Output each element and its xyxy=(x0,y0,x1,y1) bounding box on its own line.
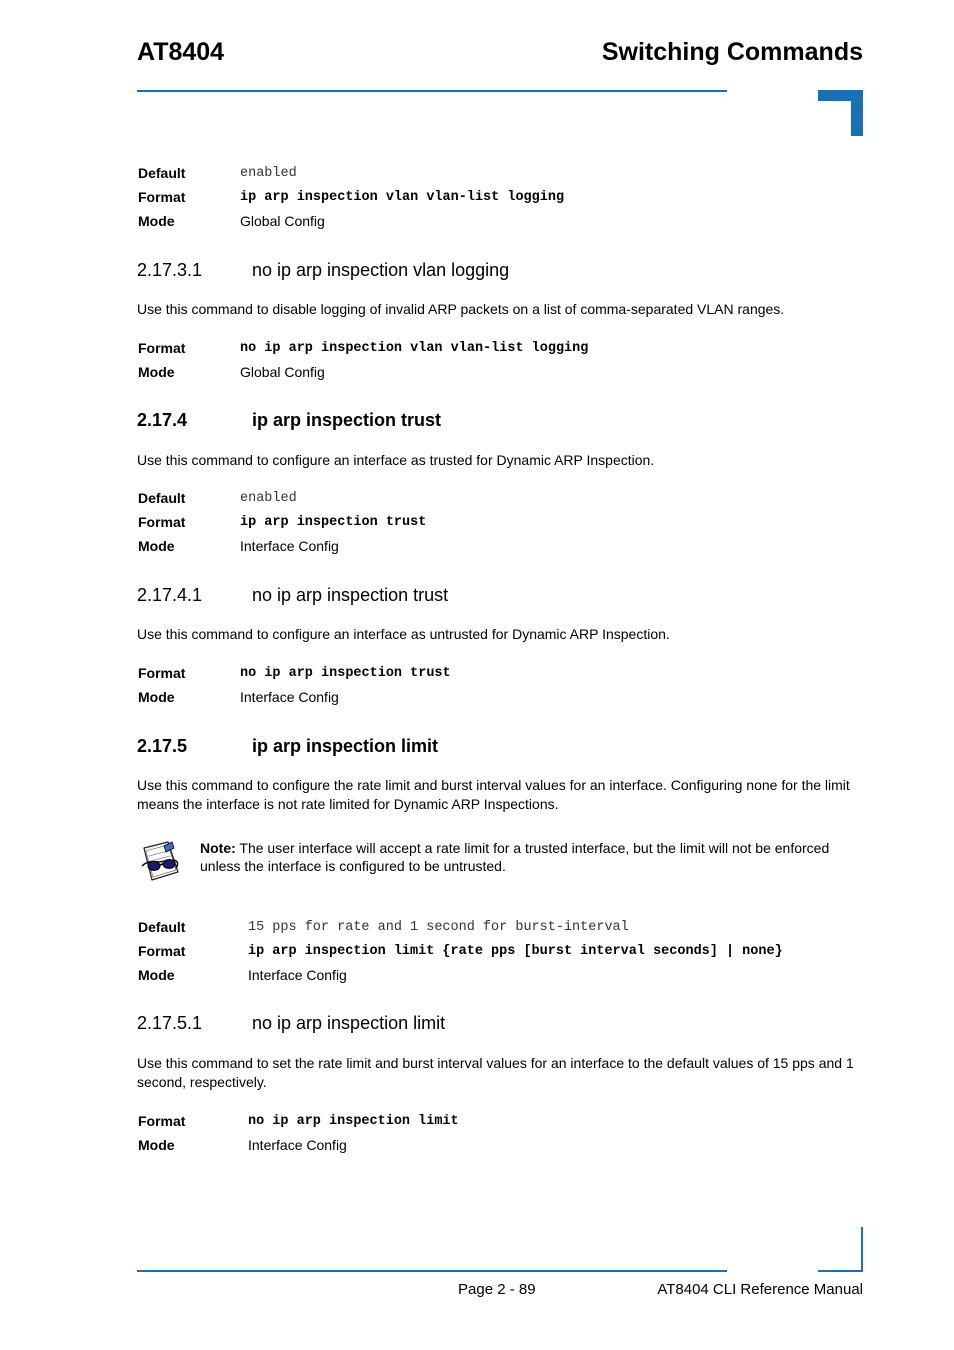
mode-label: Mode xyxy=(138,364,175,380)
section-description: Use this command to configure the rate limit and burst interval values for an interface. Configuring none for the limit means the interface is not rate limited for Dynamic ARP Inspections. xyxy=(137,777,850,812)
format-label: Format xyxy=(138,189,186,205)
mode-label: Mode xyxy=(138,689,175,705)
note-notepad-icon xyxy=(138,840,182,884)
section-title: no ip arp inspection vlan logging xyxy=(252,260,510,280)
default-label: Default xyxy=(138,919,186,935)
format-label: Format xyxy=(138,340,186,356)
footer-page-number: Page 2 - 89 xyxy=(458,1281,536,1298)
format-value: no ip arp inspection vlan vlan-list logging xyxy=(240,341,589,356)
section-title: no ip arp inspection trust xyxy=(252,585,449,605)
section-description: Use this command to set the rate limit and burst interval values for an interface to the default values of 15 pps and 1 second, respectively. xyxy=(137,1055,854,1090)
section-description: Use this command to configure an interface as trusted for Dynamic ARP Inspection. xyxy=(137,452,655,468)
mode-value: Interface Config xyxy=(240,538,339,554)
section-number: 2.17.3.1 xyxy=(137,260,203,280)
format-value: no ip arp inspection trust xyxy=(240,666,451,681)
format-label: Format xyxy=(138,665,186,681)
default-value: enabled xyxy=(240,491,297,506)
section-number: 2.17.4.1 xyxy=(137,585,203,605)
section-title: no ip arp inspection limit xyxy=(252,1013,446,1033)
note-body: The user interface will accept a rate limit for a trusted interface, but the limit will not be enforced unless the interface is configured to be untrusted. xyxy=(200,840,830,874)
mode-label: Mode xyxy=(138,1137,175,1153)
mode-label: Mode xyxy=(138,213,175,229)
section-description: Use this command to configure an interface as untrusted for Dynamic ARP Inspection. xyxy=(137,626,670,642)
note-text xyxy=(200,839,864,875)
header-corner-mark-vertical xyxy=(851,90,863,136)
footer-corner-mark-vertical xyxy=(861,1227,863,1272)
format-value: no ip arp inspection limit xyxy=(248,1114,459,1129)
default-label: Default xyxy=(138,165,186,181)
mode-value: Global Config xyxy=(240,364,325,380)
format-value: ip arp inspection vlan vlan-list logging xyxy=(240,190,565,205)
mode-value: Global Config xyxy=(240,213,325,229)
default-label: Default xyxy=(138,490,186,506)
section-description: Use this command to disable logging of invalid ARP packets on a list of comma-separated VLAN ranges. xyxy=(137,301,785,317)
note-label: Note: xyxy=(200,840,236,856)
format-label: Format xyxy=(138,1113,186,1129)
mode-label: Mode xyxy=(138,967,175,983)
section-number: 2.17.4 xyxy=(137,410,188,430)
format-value: ip arp inspection trust xyxy=(240,515,427,530)
format-value: ip arp inspection limit {rate pps [burst interval seconds] | none} xyxy=(248,944,783,959)
header-chapter-title: Switching Commands xyxy=(601,38,863,66)
section-number: 2.17.5 xyxy=(137,736,188,756)
header-rule xyxy=(137,90,727,92)
footer-corner-mark xyxy=(818,1270,863,1272)
footer-rule xyxy=(137,1270,727,1272)
footer-manual-title: AT8404 CLI Reference Manual xyxy=(657,1281,863,1298)
default-value: 15 pps for rate and 1 second for burst-interval xyxy=(248,920,629,935)
mode-value: Interface Config xyxy=(248,1137,347,1153)
format-label: Format xyxy=(138,514,186,530)
section-title: ip arp inspection limit xyxy=(252,736,439,756)
format-label: Format xyxy=(138,943,186,959)
default-value: enabled xyxy=(240,166,297,181)
section-title: ip arp inspection trust xyxy=(252,410,442,430)
mode-value: Interface Config xyxy=(240,689,339,705)
mode-value: Interface Config xyxy=(248,967,347,983)
mode-label: Mode xyxy=(138,538,175,554)
header-product-title: AT8404 xyxy=(137,38,225,66)
section-number: 2.17.5.1 xyxy=(137,1013,203,1033)
